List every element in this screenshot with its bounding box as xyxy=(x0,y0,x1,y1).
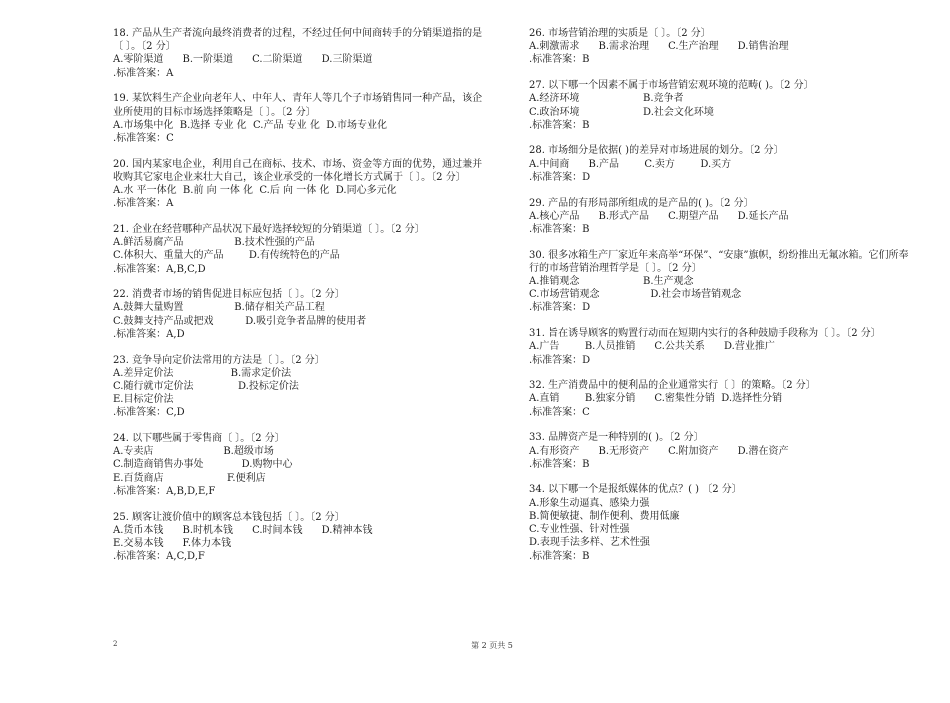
question-options: A.鼓舞大量购置 B.储存相关产品工程 xyxy=(113,302,325,314)
question-block xyxy=(529,79,911,132)
question-stem: 22. 消费者市场的销售促进目标应包括〔 〕。〔2 分〕 xyxy=(113,289,345,301)
question-options: A.核心产品 B.形式产品 C.期望产品 D.延长产品 xyxy=(529,210,789,222)
question-options: C.市场营销观念 D.社会市场营销观念 xyxy=(529,289,742,301)
question-options: C.制造商销售办事处 D.购物中心 xyxy=(113,459,293,471)
question-stem: 21. 企业在经营哪种产品状况下最好选择较短的分销渠道〔 〕。〔2 分〕 xyxy=(113,223,425,235)
question-options: A.零阶渠道 B.一阶渠道 C.二阶渠道 D.三阶渠道 xyxy=(113,54,373,66)
question-block xyxy=(529,431,911,471)
question-options: A.直销 B.独家分销 C.密集性分销 D.选择性分销 xyxy=(529,393,783,405)
question-stem: 33. 品牌资产是一种特别的( )。〔2 分〕 xyxy=(529,432,704,444)
question-options: A.水 平一体化 B.前 向 一体 化 C.后 向 一体 化 D.同心多元化 xyxy=(113,185,397,197)
standard-answer: .标准答案：B xyxy=(529,458,590,470)
question-options: C.随行就市定价法 D.投标定价法 xyxy=(113,380,299,392)
standard-answer: .标准答案：C xyxy=(529,406,590,418)
question-options: A.货币本钱 B.时机本钱 C.时间本钱 D.精神本钱 xyxy=(113,524,373,536)
question-options: A.市场集中化 B.选择 专业 化 C.产品 专业 化 D.市场专业化 xyxy=(113,119,388,131)
standard-answer: .标准答案：A xyxy=(113,67,174,79)
question-block xyxy=(113,92,491,145)
standard-answer: .标准答案：B xyxy=(529,223,590,235)
question-block xyxy=(529,483,911,562)
standard-answer: .标准答案：C xyxy=(113,132,174,144)
standard-answer: .标准答案：A,B,D,E,F xyxy=(113,485,216,497)
page-number-small: 2 xyxy=(113,640,118,648)
question-block xyxy=(113,158,491,211)
question-options: E.目标定价法 xyxy=(113,394,174,406)
question-stem: 19. 某饮料生产企业向老年人、中年人、青年人等几个子市场销售同一种产品，该企业所使用的目标市场选择策略是〔 〕。〔2 分〕 xyxy=(113,93,483,118)
question-block xyxy=(529,144,911,184)
question-stem: 25. 顾客让渡价值中的顾客总本钱包括〔 〕。〔2 分〕 xyxy=(113,511,345,523)
question-stem: 18. 产品从生产者流向最终消费者的过程，不经过任何中间商转手的分销渠道指的是〔 〕。〔2 分〕 xyxy=(113,28,483,53)
question-stem: 32. 生产消费品中的便利品的企业通常实行〔 〕的策略。〔2 分〕 xyxy=(529,380,816,392)
question-stem: 30. 很多冰箱生产厂家近年来高举“环保”、“安康”旗帜，纷纷推出无氟冰箱。它们所奉行的市场营销治理哲学是〔 〕。〔2 分〕 xyxy=(529,249,909,274)
question-options: A.形象生动逼真、感染力强 xyxy=(529,497,650,509)
standard-answer: .标准答案：B xyxy=(529,119,590,131)
standard-answer: .标准答案：A,C,D,F xyxy=(113,551,205,563)
standard-answer: .标准答案：A,B,C,D xyxy=(113,263,206,275)
question-options: A.差异定价法 B.需求定价法 xyxy=(113,367,292,379)
question-stem: 29. 产品的有形局部所组成的是产品的( )。〔2 分〕 xyxy=(529,197,754,209)
question-block xyxy=(113,354,491,420)
standard-answer: .标准答案：D xyxy=(529,171,591,183)
question-block xyxy=(113,511,491,564)
question-block xyxy=(113,288,491,341)
right-column xyxy=(529,27,911,575)
question-stem: 23. 竞争导向定价法常用的方法是〔 〕。〔2 分〕 xyxy=(113,354,325,366)
question-options: C.鼓舞支持产品或把戏 D.吸引竞争者品牌的使用者 xyxy=(113,315,367,327)
page-footer: 第 2 页共 5 xyxy=(471,641,513,650)
question-stem: 26. 市场营销治理的实质是〔 〕。〔2 分〕 xyxy=(529,28,711,39)
question-options: C.体积大、重量大的产品 D.有传统特色的产品 xyxy=(113,250,340,262)
question-block xyxy=(529,249,911,315)
question-block xyxy=(113,223,491,276)
question-block xyxy=(529,327,911,367)
question-stem: 31. 旨在诱导顾客的购置行动而在短期内实行的各种鼓励手段称为〔 〕。〔2 分〕 xyxy=(529,328,881,340)
question-options: A.鲜活易腐产品 B.技术性强的产品 xyxy=(113,237,315,249)
standard-answer: .标准答案：B xyxy=(529,54,590,66)
standard-answer: .标准答案：D xyxy=(529,354,591,366)
question-block xyxy=(529,197,911,237)
question-block xyxy=(529,379,911,419)
question-options: A.推销观念 B.生产观念 xyxy=(529,276,694,288)
standard-answer: .标准答案：D xyxy=(529,302,591,314)
standard-answer: .标准答案：C,D xyxy=(113,407,185,419)
question-block xyxy=(113,27,491,80)
question-options: A.有形资产 B.无形资产 C.附加资产 D.潜在资产 xyxy=(529,445,789,457)
question-options: E.交易本钱 F.体力本钱 xyxy=(113,538,232,549)
left-column xyxy=(113,27,491,576)
question-options: A.刺激需求 B.需求治理 C.生产治理 D.销售治理 xyxy=(529,41,789,53)
question-options: A.广告 B.人员推销 C.公共关系 D.营业推广 xyxy=(529,341,775,353)
question-options: A.专卖店 B.超级市场 xyxy=(113,446,274,458)
question-stem: 24. 以下哪些属于零售商〔 〕。〔2 分〕 xyxy=(113,433,285,445)
question-options: A.中间商 B.产品 C.卖方 D.买方 xyxy=(529,158,732,170)
question-options: C.政治环境 D.社会文化环境 xyxy=(529,106,714,118)
question-block xyxy=(529,27,911,67)
standard-answer: .标准答案：A xyxy=(113,198,174,210)
question-stem: 34. 以下哪一个是报纸媒体的优点？( ) 〔2 分〕 xyxy=(529,484,742,496)
standard-answer: .标准答案：B xyxy=(529,550,590,562)
question-stem: 28. 市场细分是依据( )的差异对市场进展的划分。〔2 分〕 xyxy=(529,145,784,157)
question-options: B.简便敏捷、制作便利、费用低廉 xyxy=(529,510,680,522)
question-options: C.专业性强、针对性强 xyxy=(529,524,630,536)
question-options: D.表现手法多样、艺术性强 xyxy=(529,537,650,549)
question-options: A.经济环境 B.竞争者 xyxy=(529,93,684,105)
question-stem: 20. 国内某家电企业，利用自己在商标、技术、市场、资金等方面的优势，通过兼并收购其它家电企业来壮大自己，该企业承受的一体化增长方式属于〔 〕。〔2 分〕 xyxy=(113,158,483,183)
standard-answer: .标准答案：A,D xyxy=(113,328,185,340)
question-block xyxy=(113,432,491,498)
question-options: E.百货商店 F.便利店 xyxy=(113,472,266,484)
question-stem: 27. 以下哪一个因素不属于市场营销宏观环境的范畴( )。〔2 分〕 xyxy=(529,80,814,92)
